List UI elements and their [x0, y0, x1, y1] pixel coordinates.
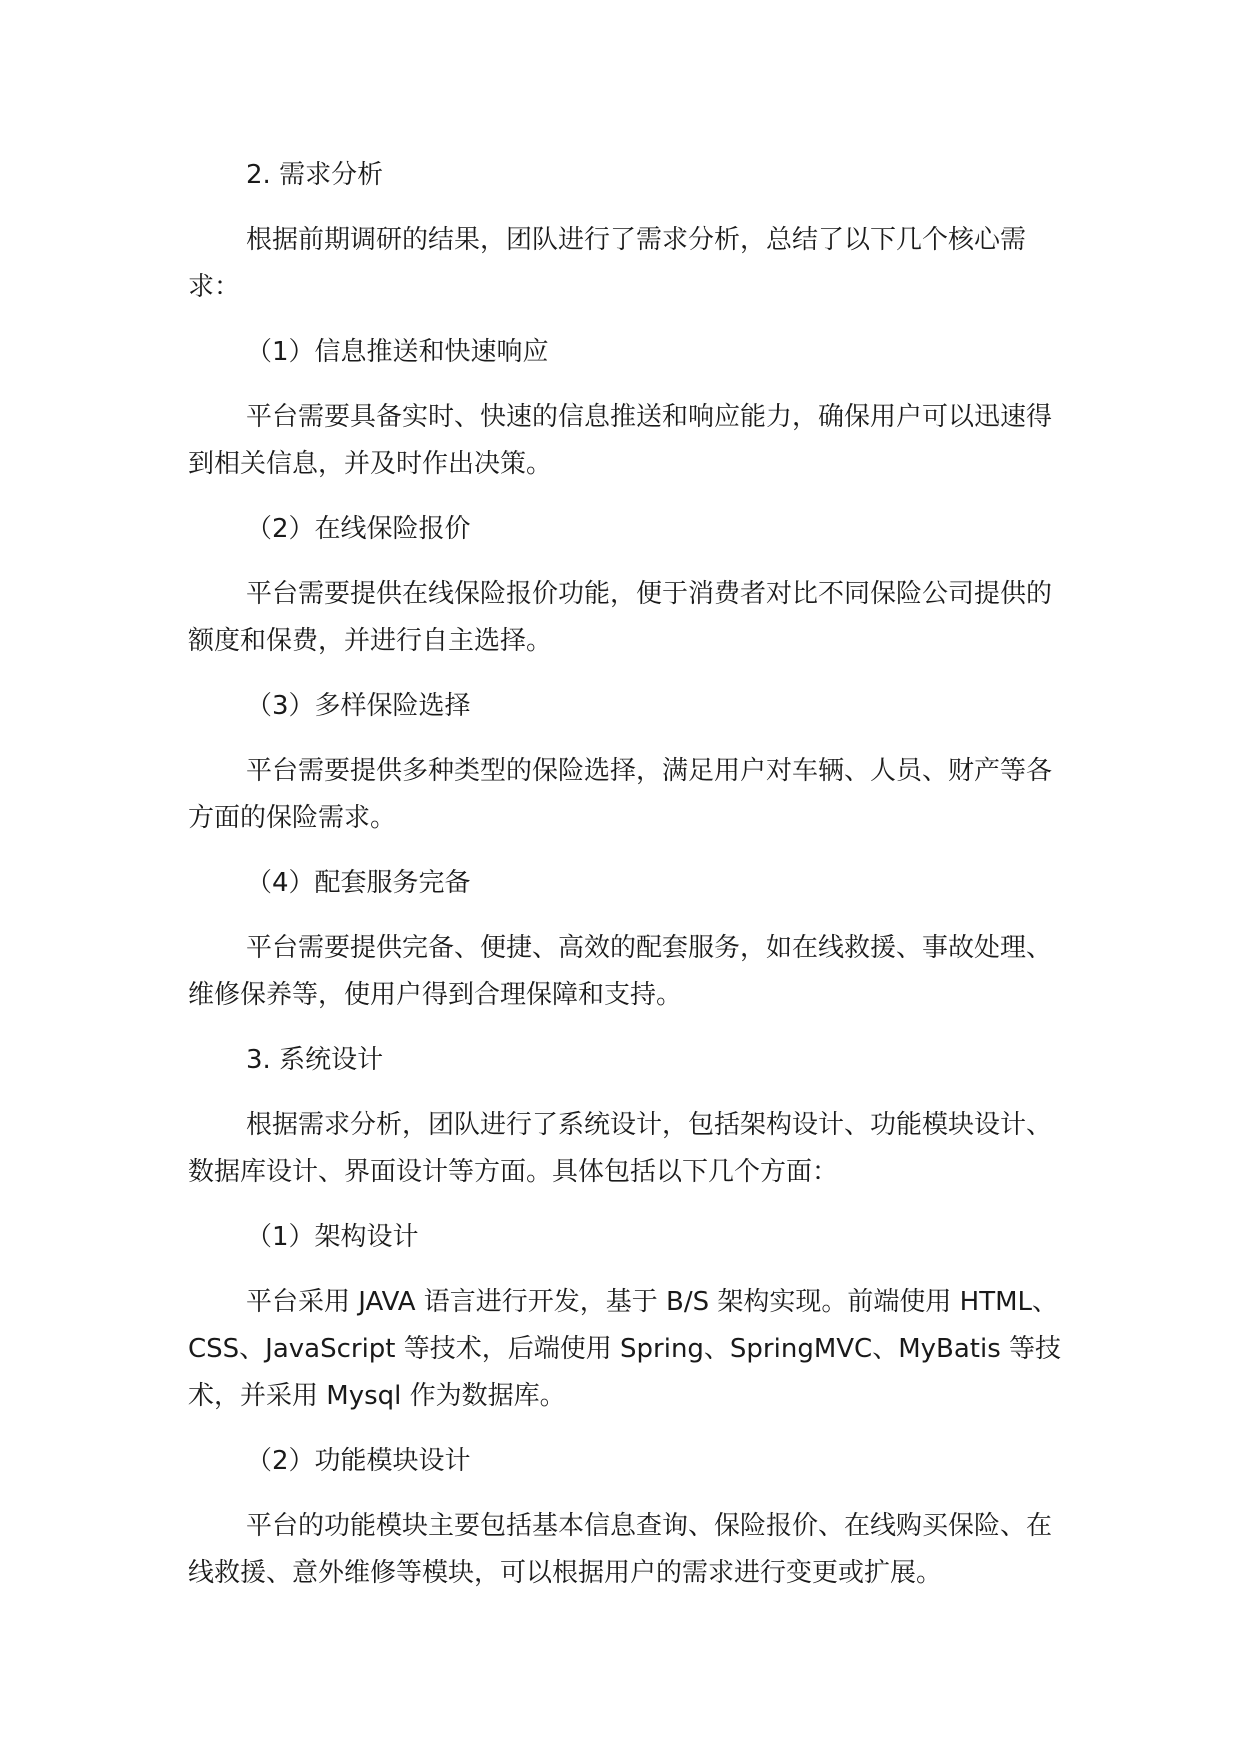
paragraph-system-design-intro: 根据需求分析，团队进行了系统设计，包括架构设计、功能模块设计、数据库设计、界面设计等方面。具体包括以下几个方面： — [188, 1110, 1053, 1187]
paragraph-requirements-intro: 根据前期调研的结果，团队进行了需求分析，总结了以下几个核心需求： — [188, 225, 1027, 302]
subheading-insurance-choice: （3）多样保险选择 — [246, 691, 471, 721]
paragraph-architecture: 平台采用 JAVA 语言进行开发，基于 B/S 架构实现。前端使用 HTML、CSS、JavaScript 等技术，后端使用 Spring、SpringMVC、MyBatis 等技术，并采用 Mysql 作为数据库。 — [188, 1287, 1062, 1411]
document-body — [188, 152, 1068, 1615]
paragraph-function-modules: 平台的功能模块主要包括基本信息查询、保险报价、在线购买保险、在线救援、意外维修等模块，可以根据用户的需求进行变更或扩展。 — [188, 1511, 1053, 1588]
paragraph-support-services: 平台需要提供完备、便捷、高效的配套服务，如在线救援、事故处理、维修保养等，使用户得到合理保障和支持。 — [188, 933, 1053, 1010]
paragraph-online-quote: 平台需要提供在线保险报价功能，便于消费者对比不同保险公司提供的额度和保费，并进行自主选择。 — [188, 579, 1053, 656]
paragraph-info-push: 平台需要具备实时、快速的信息推送和响应能力，确保用户可以迅速得到相关信息，并及时作出决策。 — [188, 402, 1053, 479]
subheading-function-modules: （2）功能模块设计 — [246, 1446, 471, 1476]
paragraph-insurance-choice: 平台需要提供多种类型的保险选择，满足用户对车辆、人员、财产等各方面的保险需求。 — [188, 756, 1053, 833]
subheading-info-push: （1）信息推送和快速响应 — [246, 337, 549, 367]
section-heading-requirements: 2. 需求分析 — [246, 160, 384, 190]
section-heading-system-design: 3. 系统设计 — [246, 1045, 384, 1075]
subheading-architecture: （1）架构设计 — [246, 1222, 419, 1252]
subheading-support-services: （4）配套服务完备 — [246, 868, 471, 898]
subheading-online-quote: （2）在线保险报价 — [246, 514, 471, 544]
